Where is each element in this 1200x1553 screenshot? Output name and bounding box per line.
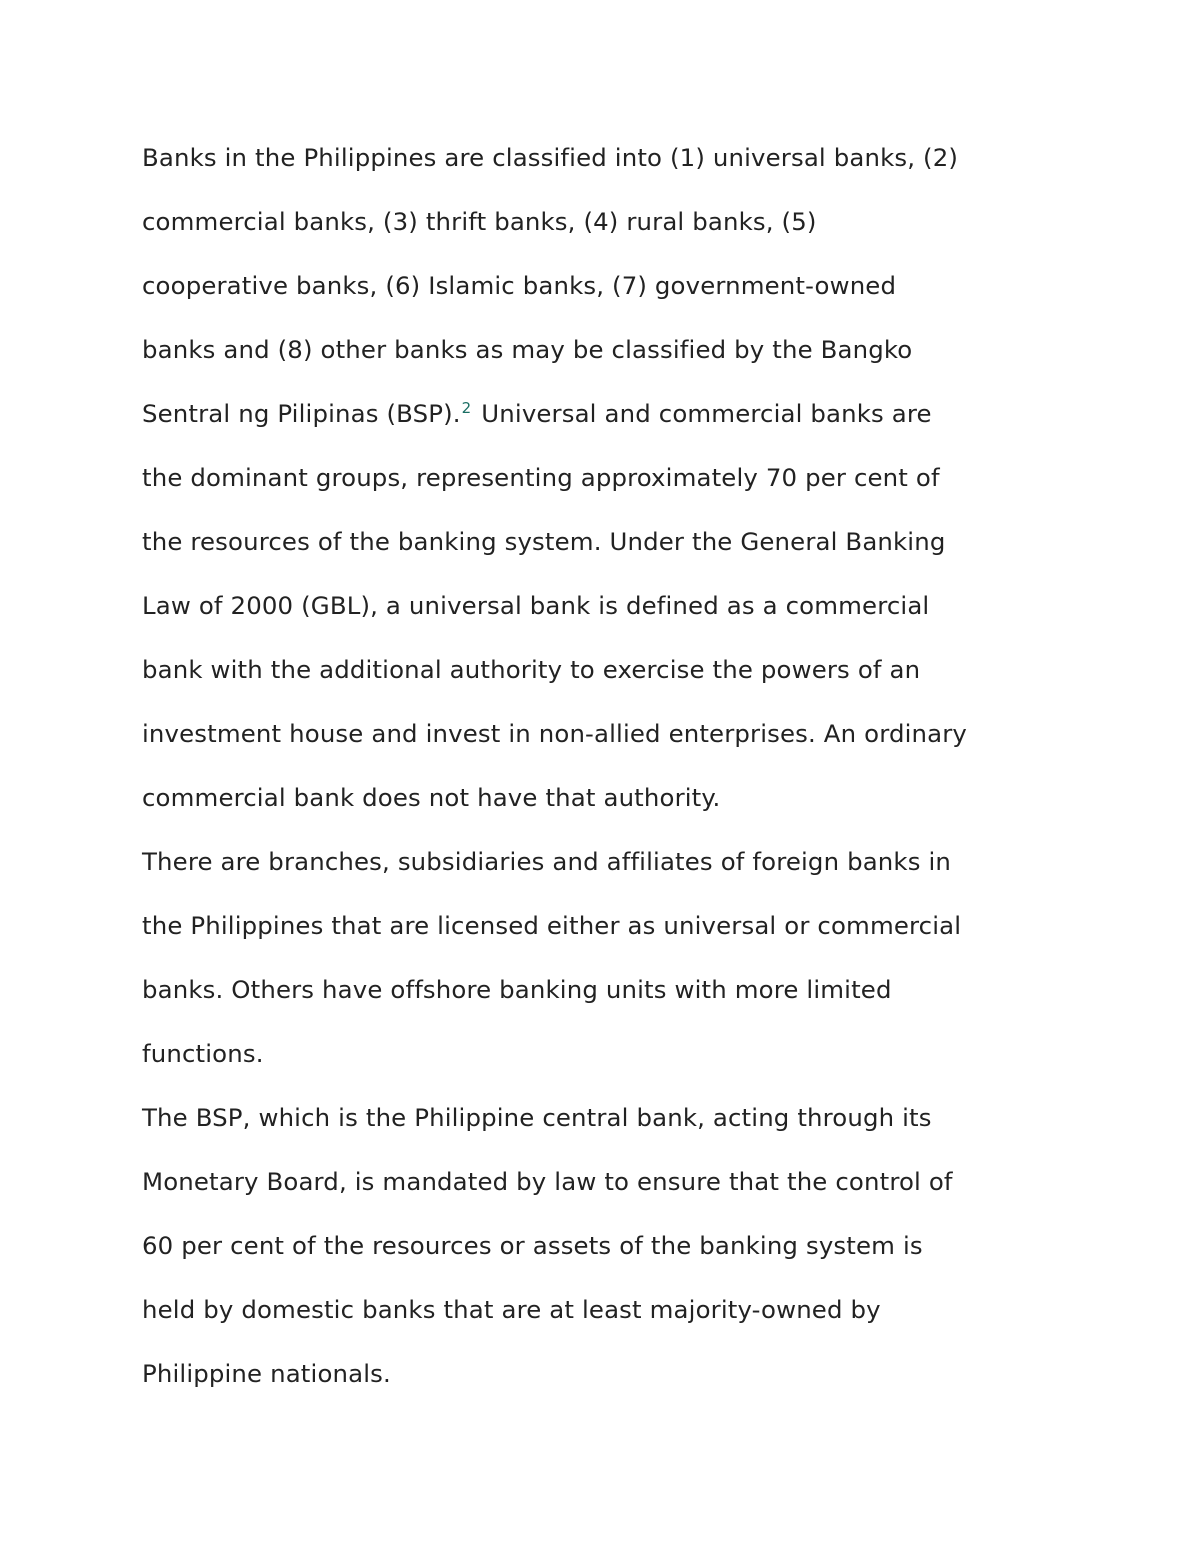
- text-line: investment house and invest in non-allied enterprises. An ordinary: [142, 719, 967, 748]
- text-line: banks and (8) other banks as may be classified by the Bangko: [142, 335, 913, 364]
- text-fragment: Sentral ng Pilipinas (BSP).: [142, 399, 461, 428]
- text-line: the Philippines that are licensed either as universal or commercial: [142, 911, 962, 940]
- text-line: [142, 382, 1082, 446]
- text-line: commercial banks, (3) thrift banks, (4) rural banks, (5): [142, 207, 817, 236]
- text-line: held by domestic banks that are at least majority-owned by: [142, 1295, 881, 1324]
- text-line: banks. Others have offshore banking units with more limited: [142, 975, 892, 1004]
- text-line: bank with the additional authority to exercise the powers of an: [142, 655, 921, 684]
- text-line: the resources of the banking system. Under the General Banking: [142, 527, 946, 556]
- paragraph-foreign-banks: [142, 830, 1082, 1086]
- text-line: Philippine nationals.: [142, 1359, 391, 1388]
- text-line: functions.: [142, 1039, 264, 1068]
- text-line: There are branches, subsidiaries and affiliates of foreign banks in: [142, 847, 951, 876]
- text-line: Law of 2000 (GBL), a universal bank is defined as a commercial: [142, 591, 930, 620]
- text-line: cooperative banks, (6) Islamic banks, (7) government-owned: [142, 271, 897, 300]
- text-line: commercial bank does not have that authority.: [142, 783, 721, 812]
- text-line: The BSP, which is the Philippine central bank, acting through its: [142, 1103, 932, 1132]
- footnote-reference-link[interactable]: 2: [461, 399, 472, 417]
- text-line: Banks in the Philippines are classified into (1) universal banks, (2): [142, 143, 959, 172]
- text-fragment: Universal and commercial banks are: [473, 399, 932, 428]
- text-line: 60 per cent of the resources or assets of the banking system is: [142, 1231, 923, 1260]
- document-body: [142, 126, 1082, 1406]
- paragraph-bank-classification: [142, 126, 1082, 830]
- text-line: Monetary Board, is mandated by law to ensure that the control of: [142, 1167, 953, 1196]
- paragraph-bsp-mandate: [142, 1086, 1082, 1406]
- text-line: the dominant groups, representing approximately 70 per cent of: [142, 463, 940, 492]
